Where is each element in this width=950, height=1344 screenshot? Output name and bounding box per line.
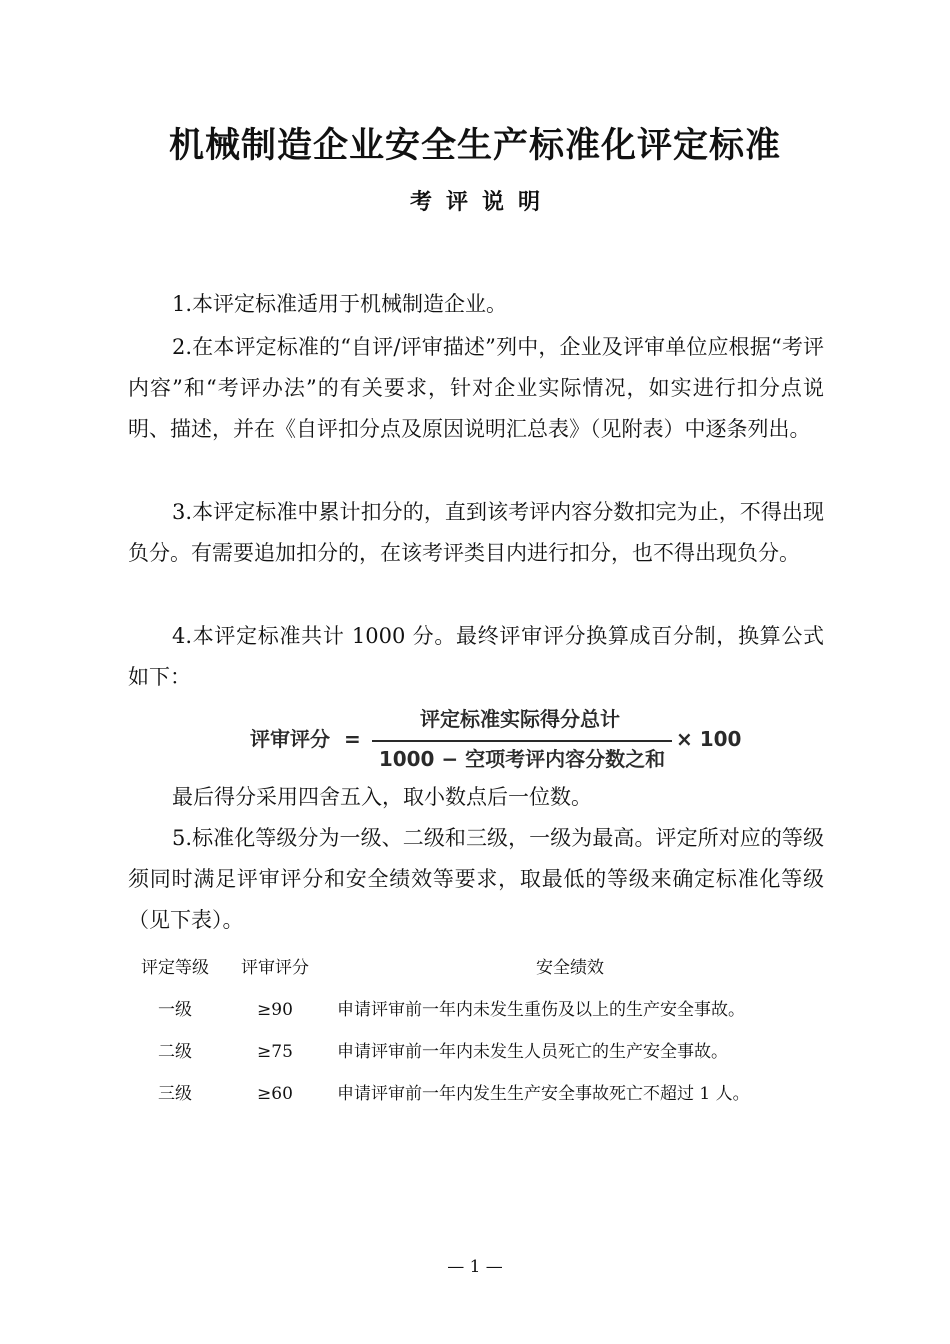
table-row	[130, 1074, 830, 1114]
table-cell-performance: 申请评审前一年内未发生重伤及以上的生产安全事故。	[337, 1000, 745, 1020]
table-header-row	[130, 948, 830, 988]
paragraph-after-formula: 最后得分采用四舍五入，取小数点后一位数。	[172, 785, 592, 809]
paragraph-5: 5.标准化等级分为一级、二级和三级，一级为最高。评定所对应的等级须同时满足评审评分和安全绩效等要求，取最低的等级来确定标准化等级（见下表）。	[128, 826, 824, 932]
table-cell-grade: 二级	[158, 1042, 192, 1062]
formula-numerator: 评定标准实际得分总计	[420, 707, 620, 731]
table-row	[130, 1032, 830, 1072]
formula-lhs: 评审评分	[250, 727, 330, 751]
score-formula	[250, 704, 750, 774]
table-row	[130, 990, 830, 1030]
table-cell-score: ≥90	[257, 1000, 293, 1020]
formula-equals: =	[344, 727, 361, 751]
table-cell-grade: 一级	[158, 1000, 192, 1020]
formula-multiplier: × 100	[676, 727, 742, 751]
paragraph-3: 3.本评定标准中累计扣分的，直到该考评内容分数扣完为止，不得出现负分。有需要追加扣分的，在该考评类目内进行扣分，也不得出现负分。	[128, 500, 824, 565]
formula-denominator: 1000 − 空项考评内容分数之和	[378, 747, 666, 771]
table-cell-score: ≥60	[257, 1084, 293, 1104]
table-cell-grade: 三级	[158, 1084, 192, 1104]
table-cell-performance: 申请评审前一年内发生生产安全事故死亡不超过 1 人。	[337, 1084, 750, 1104]
table-cell-performance: 申请评审前一年内未发生人员死亡的生产安全事故。	[337, 1042, 728, 1062]
section-subtitle: 考评说明	[409, 190, 554, 215]
table-header: 评审评分	[241, 958, 309, 978]
formula-fraction-bar	[372, 740, 672, 742]
paragraph-4: 4.本评定标准共计 1000 分。最终评审评分换算成百分制，换算公式如下：	[128, 624, 824, 689]
page-number: — 1 —	[447, 1257, 503, 1277]
paragraph-2: 2.在本评定标准的“自评/评审描述”列中，企业及评审单位应根据“考评内容”和“考评办法”的有关要求，针对企业实际情况，如实进行扣分点说明、描述，并在《自评扣分点及原因说明汇总表》（见附表）中逐条列出。	[128, 335, 824, 441]
table-cell-score: ≥75	[257, 1042, 293, 1062]
paragraph-1: 1.本评定标准适用于机械制造企业。	[172, 292, 508, 316]
table-header: 评定等级	[141, 958, 209, 978]
table-header: 安全绩效	[536, 958, 604, 978]
page-title: 机械制造企业安全生产标准化评定标准	[168, 126, 781, 166]
